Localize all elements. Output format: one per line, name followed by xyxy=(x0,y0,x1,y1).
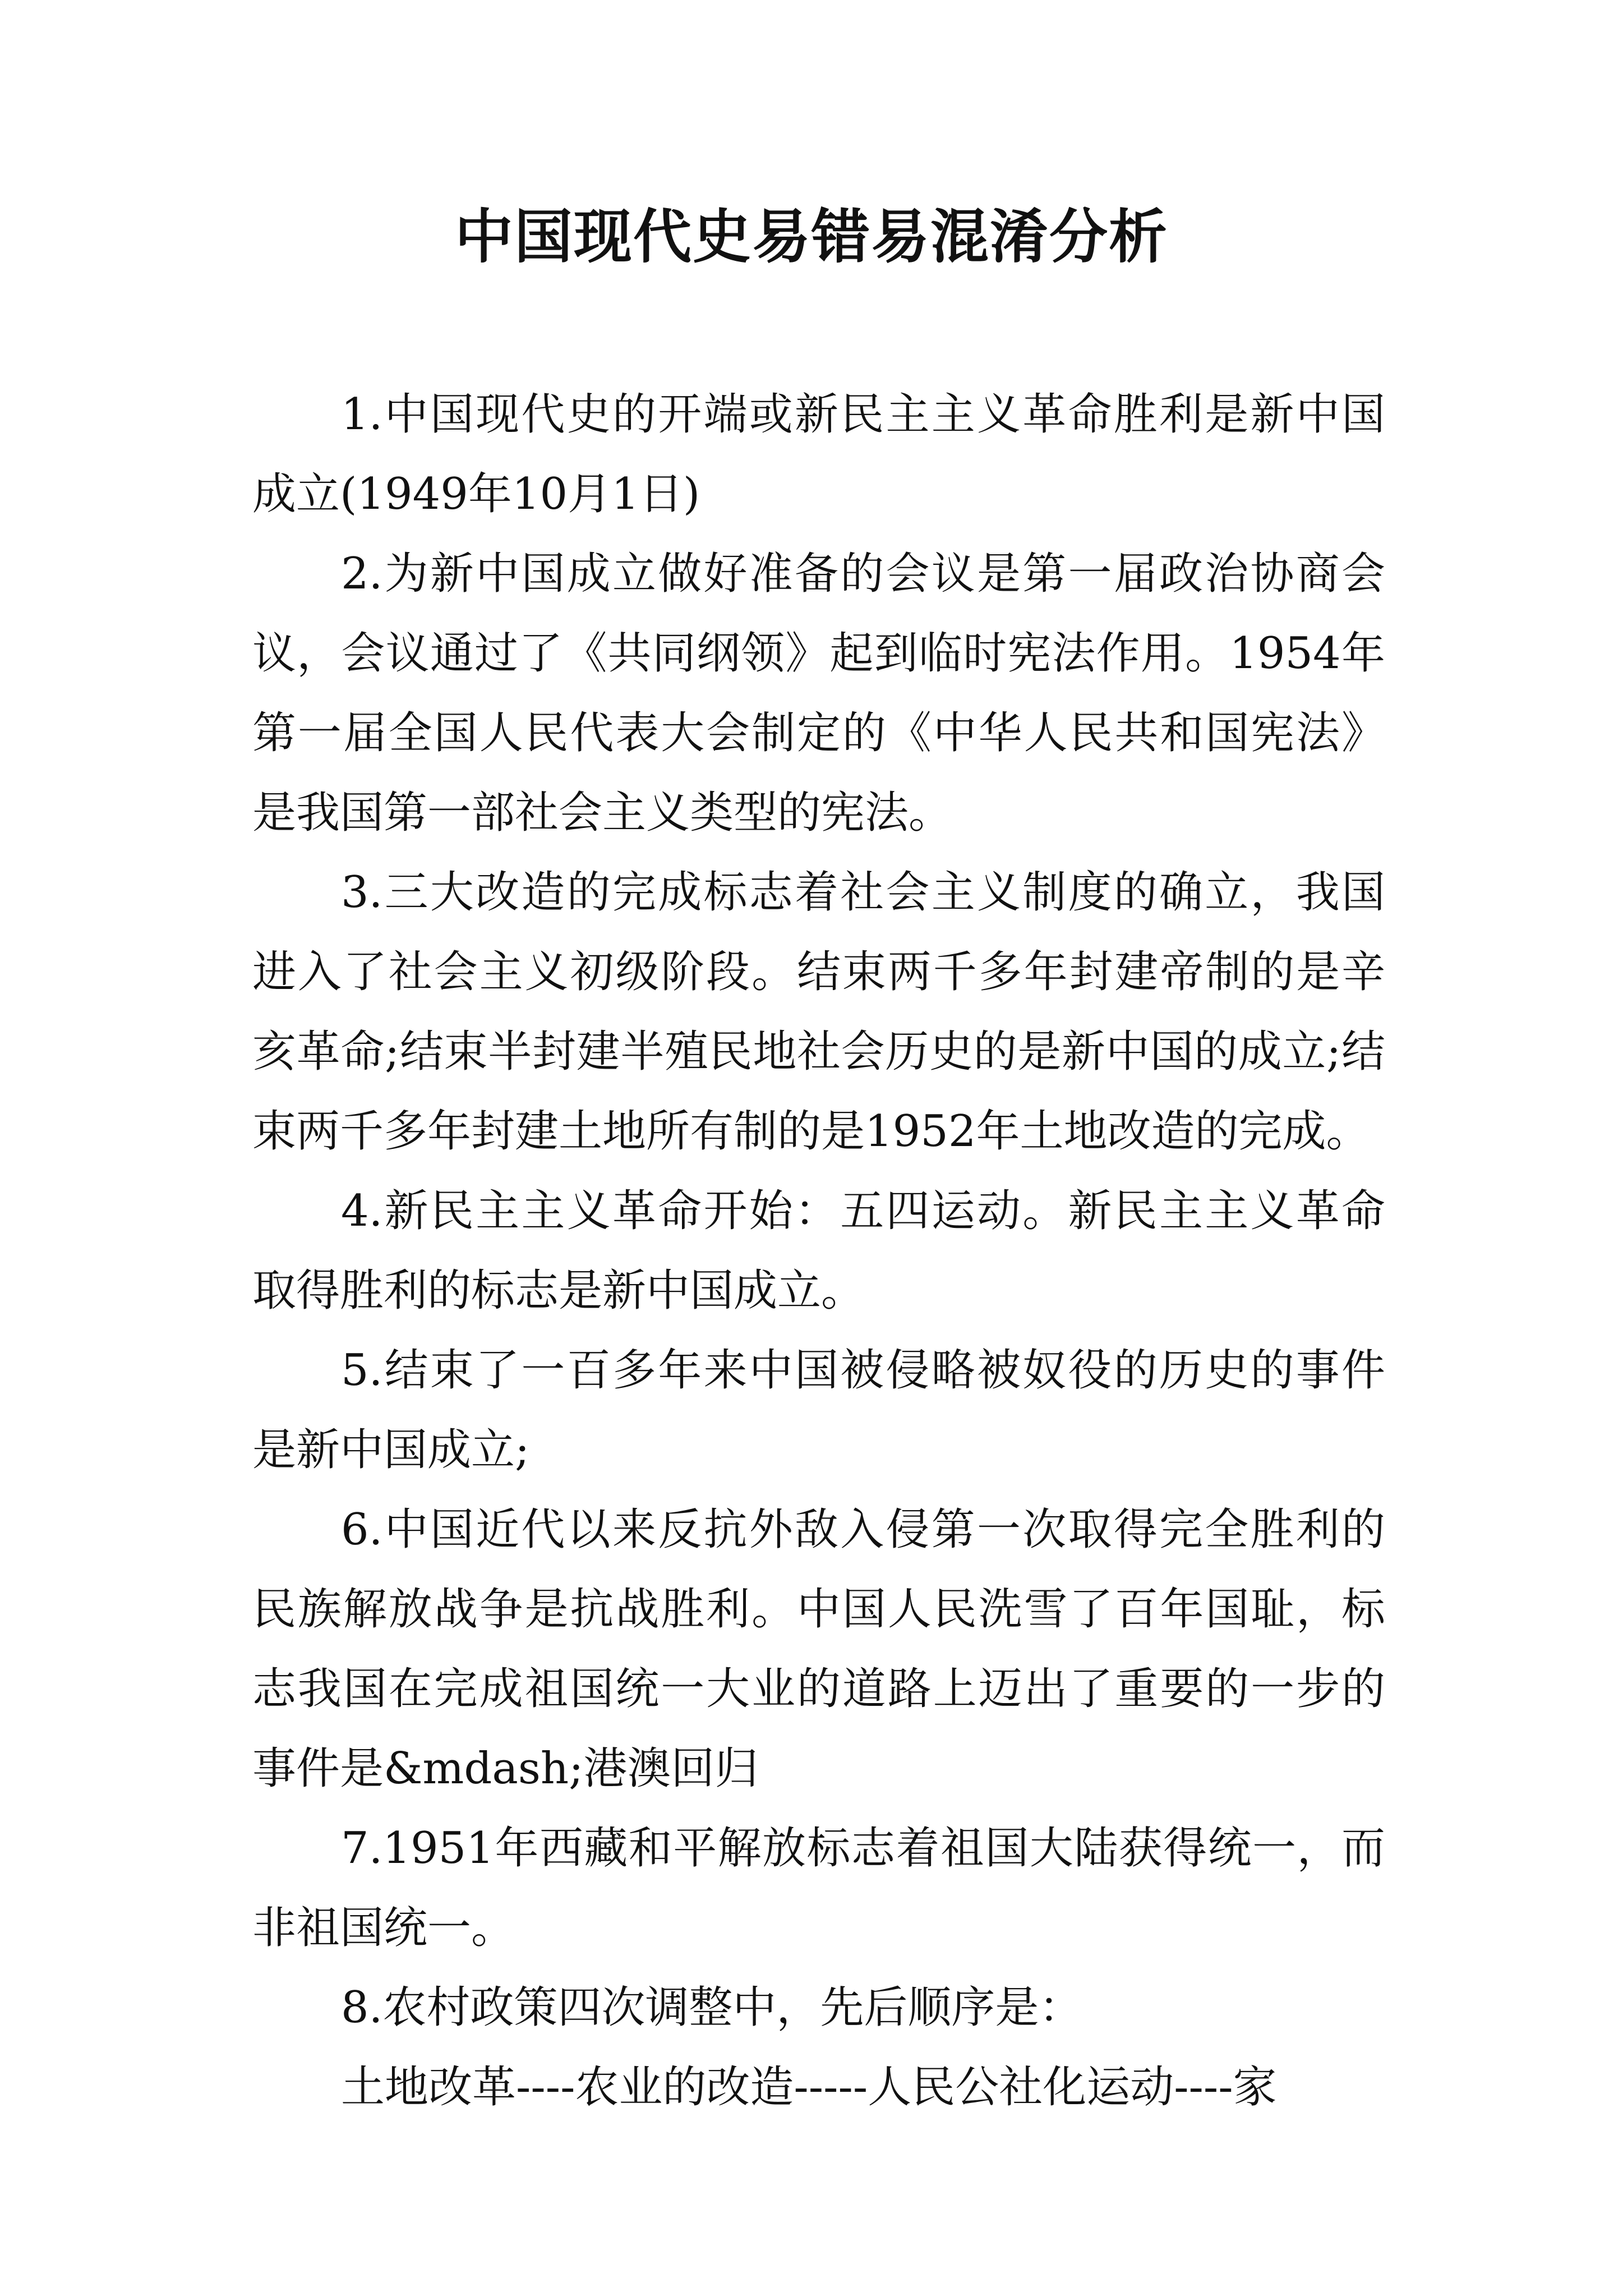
paragraph: 土地改革----农业的改造-----人民公社化运动----家 xyxy=(341,2062,1277,2113)
document-body xyxy=(252,375,1385,2127)
paragraph: 3.三大改造的完成标志着社会主义制度的确立，我国进入了社会主义初级阶段。结束两千多年封建帝制的是辛亥革命;结束半封建半殖民地社会历史的是新中国的成立;结束两千多年封建土地所有制的是1952年土地改造的完成。 xyxy=(252,867,1385,1157)
paragraph: 4.新民主主义革命开始：五四运动。新民主主义革命取得胜利的标志是新中国成立。 xyxy=(252,1186,1385,1316)
paragraph: 8.农村政策四次调整中，先后顺序是： xyxy=(341,1982,1083,2033)
paragraph: 6.中国近代以来反抗外敌入侵第一次取得完全胜利的民族解放战争是抗战胜利。中国人民洗雪了百年国耻，标志我国在完成祖国统一大业的道路上迈出了重要的一步的事件是&mdash;港澳回归 xyxy=(252,1504,1385,1794)
paragraph: 5.结束了一百多年来中国被侵略被奴役的历史的事件是新中国成立; xyxy=(252,1345,1385,1475)
paragraph: 7.1951年西藏和平解放标志着祖国大陆获得统一，而非祖国统一。 xyxy=(252,1823,1385,1953)
document-title: 中国现代史易错易混淆分析 xyxy=(454,202,1168,271)
paragraph: 1.中国现代史的开端或新民主主义革命胜利是新中国成立(1949年10月1日) xyxy=(252,389,1385,519)
paragraph: 2.为新中国成立做好准备的会议是第一届政治协商会议，会议通过了《共同纲领》起到临时宪法作用。1954年第一届全国人民代表大会制定的《中华人民共和国宪法》是我国第一部社会主义类型的宪法。 xyxy=(252,549,1385,838)
